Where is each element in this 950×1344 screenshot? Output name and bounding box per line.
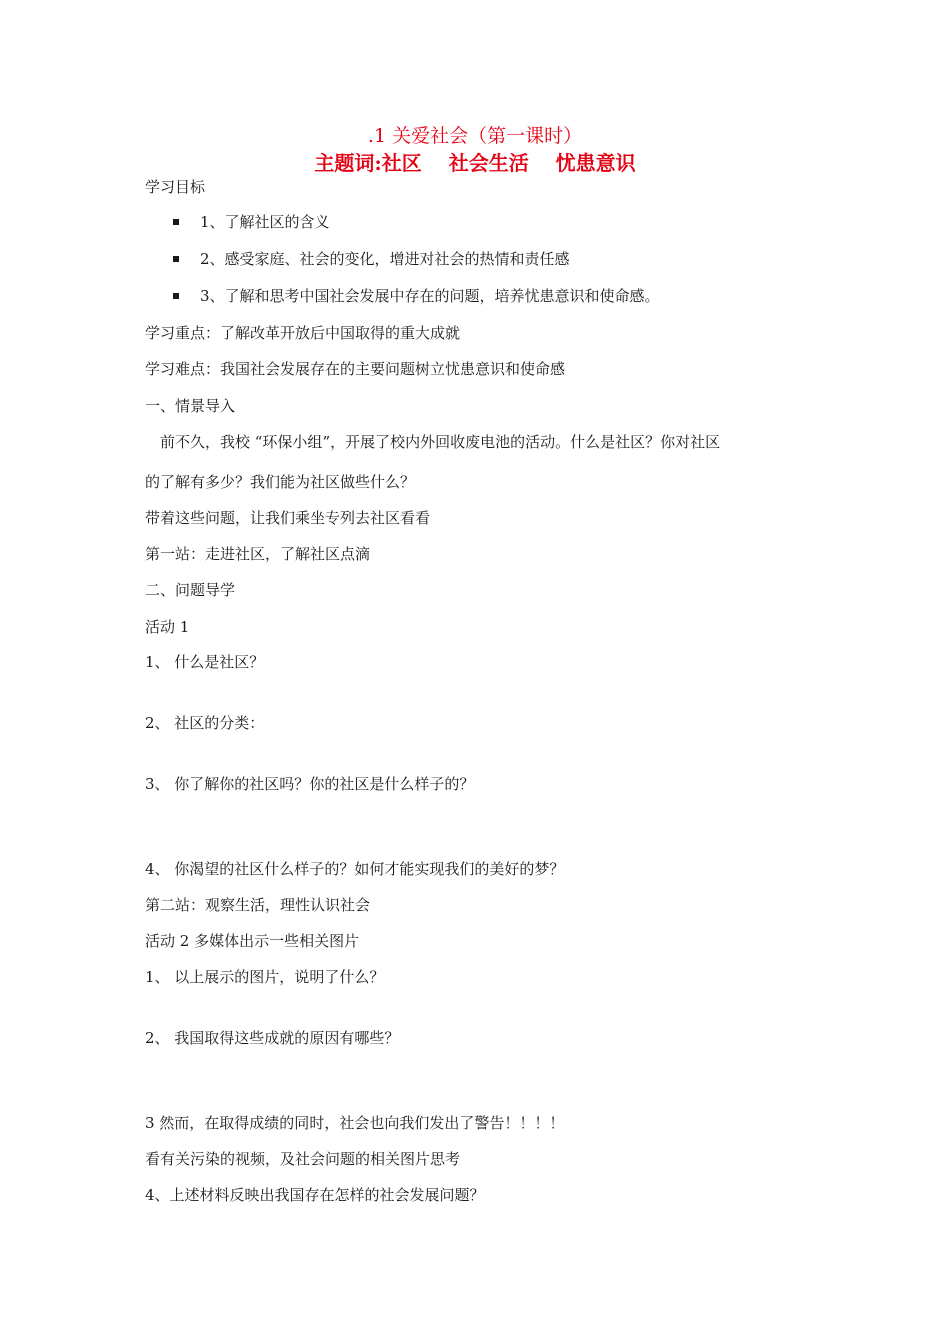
station2: 第二站：观察生活，理性认识社会 — [145, 896, 371, 914]
intro-paragraph-line2: 的了解有多少？我们能为社区做些什么？ — [145, 473, 416, 491]
section2-heading: 二、问题导学 — [145, 581, 236, 599]
page-title: .1 关爱社会（第一课时） — [367, 125, 583, 147]
objectives-heading: 学习目标 — [145, 178, 206, 196]
warning-line: 3 然而，在取得成绩的同时，社会也向我们发出了警告！！！！ — [145, 1114, 565, 1132]
activity1-question-2: 2、 社区的分类： — [145, 714, 265, 732]
objective-item-3: 3、了解和思考中国社会发展中存在的问题，培养忧患意识和使命感。 — [200, 287, 660, 305]
section1-heading: 一、情景导入 — [145, 397, 236, 415]
activity1-question-4: 4、 你渴望的社区什么样子的？如何才能实现我们的美好的梦？ — [145, 860, 565, 878]
objective-item-2: 2、感受家庭、社会的变化，增进对社会的热情和责任感 — [200, 250, 570, 268]
activity2-question-2: 2、 我国取得这些成就的原因有哪些？ — [145, 1029, 400, 1047]
activity2-question-1: 1、 以上展示的图片，说明了什么？ — [145, 968, 385, 986]
bullet-icon — [173, 293, 179, 299]
difficulty: 学习难点：我国社会发展存在的主要问题树立忧患意识和使命感 — [145, 360, 566, 378]
intro-line3: 带着这些问题，让我们乘坐专列去社区看看 — [145, 509, 431, 527]
key-point: 学习重点：了解改革开放后中国取得的重大成就 — [145, 324, 461, 342]
activity1-label: 活动 1 — [145, 618, 190, 636]
objective-item-1: 1、了解社区的含义 — [200, 213, 330, 231]
video-line: 看有关污染的视频，及社会问题的相关图片思考 — [145, 1150, 461, 1168]
station1: 第一站：走进社区，了解社区点滴 — [145, 545, 371, 563]
activity1-question-3: 3、 你了解你的社区吗？你的社区是什么样子的？ — [145, 775, 475, 793]
bullet-icon — [173, 256, 179, 262]
activity1-question-1: 1、 什么是社区？ — [145, 653, 265, 671]
question-4: 4、上述材料反映出我国存在怎样的社会发展问题？ — [145, 1186, 485, 1204]
intro-paragraph-line1: 前不久，我校 “环保小组”，开展了校内外回收废电池的活动。什么是社区？你对社区 — [160, 433, 721, 451]
bullet-icon — [173, 219, 179, 225]
page-subtitle: 主题词:社区 社会生活 忧患意识 — [314, 151, 636, 175]
activity2-label: 活动 2 多媒体出示一些相关图片 — [145, 932, 360, 950]
